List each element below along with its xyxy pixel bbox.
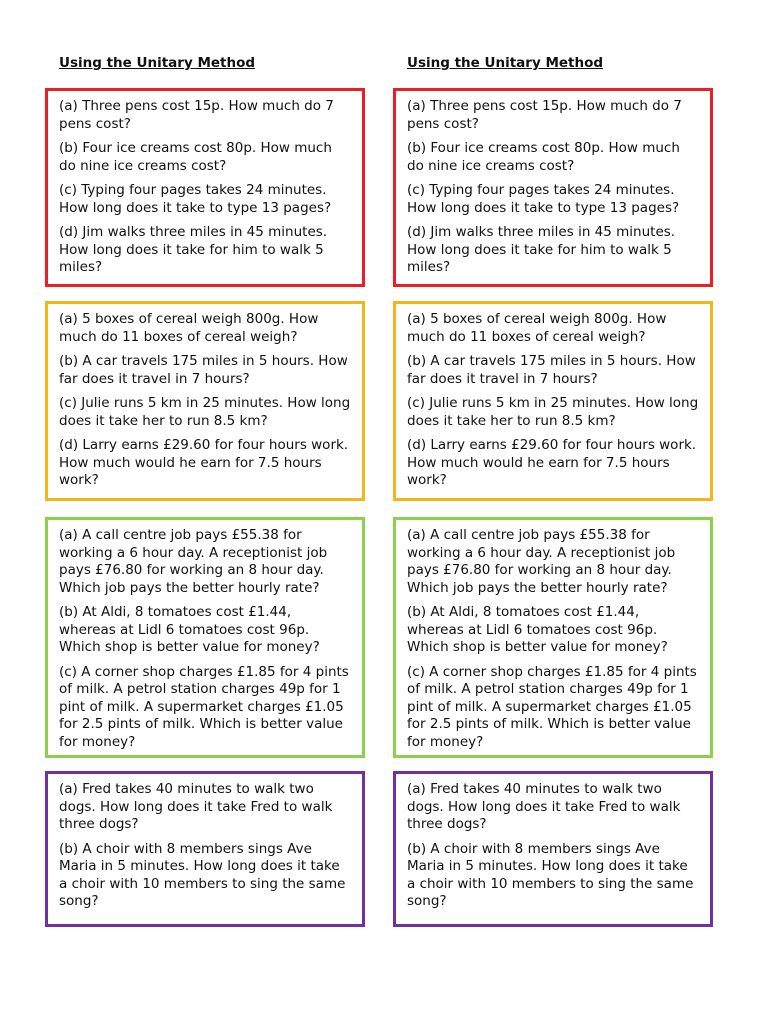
question-1a: (a) Three pens cost 15p. How much do 7 pens cost? (407, 98, 682, 132)
question-1d: (d) Jim walks three miles in 45 minutes. How long does it take for him to walk 5 miles? (407, 224, 676, 275)
question-3a: (a) A call centre job pays £55.38 for working a 6 hour day. A receptionist job pays £76.80 for working an 8 hour day. Which job pays the better hourly rate? (407, 527, 676, 596)
worksheet-title: Using the Unitary Method (59, 55, 256, 71)
question-4a: (a) Fred takes 40 minutes to walk two dogs. How long does it take Fred to walk three dogs? (59, 781, 333, 832)
question-1b: (b) Four ice creams cost 80p. How much do nine ice creams cost? (407, 140, 680, 174)
question-box-set-3 (45, 517, 365, 758)
question-box-set-1 (393, 88, 713, 287)
question-box-set-4 (45, 771, 365, 927)
question-2b: (b) A car travels 175 miles in 5 hours. How far does it travel in 7 hours? (407, 353, 696, 387)
question-2a: (a) 5 boxes of cereal weigh 800g. How much do 11 boxes of cereal weigh? (407, 311, 667, 345)
question-2d: (d) Larry earns £29.60 for four hours work. How much would he earn for 7.5 hours work? (407, 437, 697, 488)
question-1b: (b) Four ice creams cost 80p. How much do nine ice creams cost? (59, 140, 332, 174)
question-box-set-3 (393, 517, 713, 758)
question-2d: (d) Larry earns £29.60 for four hours work. How much would he earn for 7.5 hours work? (59, 437, 349, 488)
question-4a: (a) Fred takes 40 minutes to walk two dogs. How long does it take Fred to walk three dogs? (407, 781, 681, 832)
question-box-set-4 (393, 771, 713, 927)
question-4b: (b) A choir with 8 members sings Ave Maria in 5 minutes. How long does it take a choir with 10 members to sing the same song? (407, 840, 694, 909)
question-3b: (b) At Aldi, 8 tomatoes cost £1.44, whereas at Lidl 6 tomatoes cost 96p. Which shop is better value for money? (407, 604, 668, 655)
question-4b: (b) A choir with 8 members sings Ave Maria in 5 minutes. How long does it take a choir with 10 members to sing the same song? (59, 840, 346, 909)
question-1a: (a) Three pens cost 15p. How much do 7 pens cost? (59, 98, 334, 132)
question-2c: (c) Julie runs 5 km in 25 minutes. How long does it take her to run 8.5 km? (407, 395, 699, 429)
worksheet-title: Using the Unitary Method (407, 55, 604, 71)
question-3b: (b) At Aldi, 8 tomatoes cost £1.44, whereas at Lidl 6 tomatoes cost 96p. Which shop is better value for money? (59, 604, 320, 655)
question-2b: (b) A car travels 175 miles in 5 hours. How far does it travel in 7 hours? (59, 353, 348, 387)
question-2c: (c) Julie runs 5 km in 25 minutes. How long does it take her to run 8.5 km? (59, 395, 351, 429)
question-3c: (c) A corner shop charges £1.85 for 4 pints of milk. A petrol station charges 49p for 1 pint of milk. A supermarket charges £1.05 for 2.5 pints of milk. Which is better value for money? (407, 663, 697, 750)
question-3a: (a) A call centre job pays £55.38 for working a 6 hour day. A receptionist job pays £76.80 for working an 8 hour day. Which job pays the better hourly rate? (59, 527, 328, 596)
question-1d: (d) Jim walks three miles in 45 minutes. How long does it take for him to walk 5 miles? (59, 224, 328, 275)
question-1c: (c) Typing four pages takes 24 minutes. How long does it take to type 13 pages? (59, 182, 332, 216)
question-2a: (a) 5 boxes of cereal weigh 800g. How much do 11 boxes of cereal weigh? (59, 311, 319, 345)
question-box-set-2 (393, 301, 713, 501)
question-1c: (c) Typing four pages takes 24 minutes. How long does it take to type 13 pages? (407, 182, 680, 216)
question-box-set-2 (45, 301, 365, 501)
question-3c: (c) A corner shop charges £1.85 for 4 pints of milk. A petrol station charges 49p for 1 pint of milk. A supermarket charges £1.05 for 2.5 pints of milk. Which is better value for money? (59, 663, 349, 750)
question-box-set-1 (45, 88, 365, 287)
